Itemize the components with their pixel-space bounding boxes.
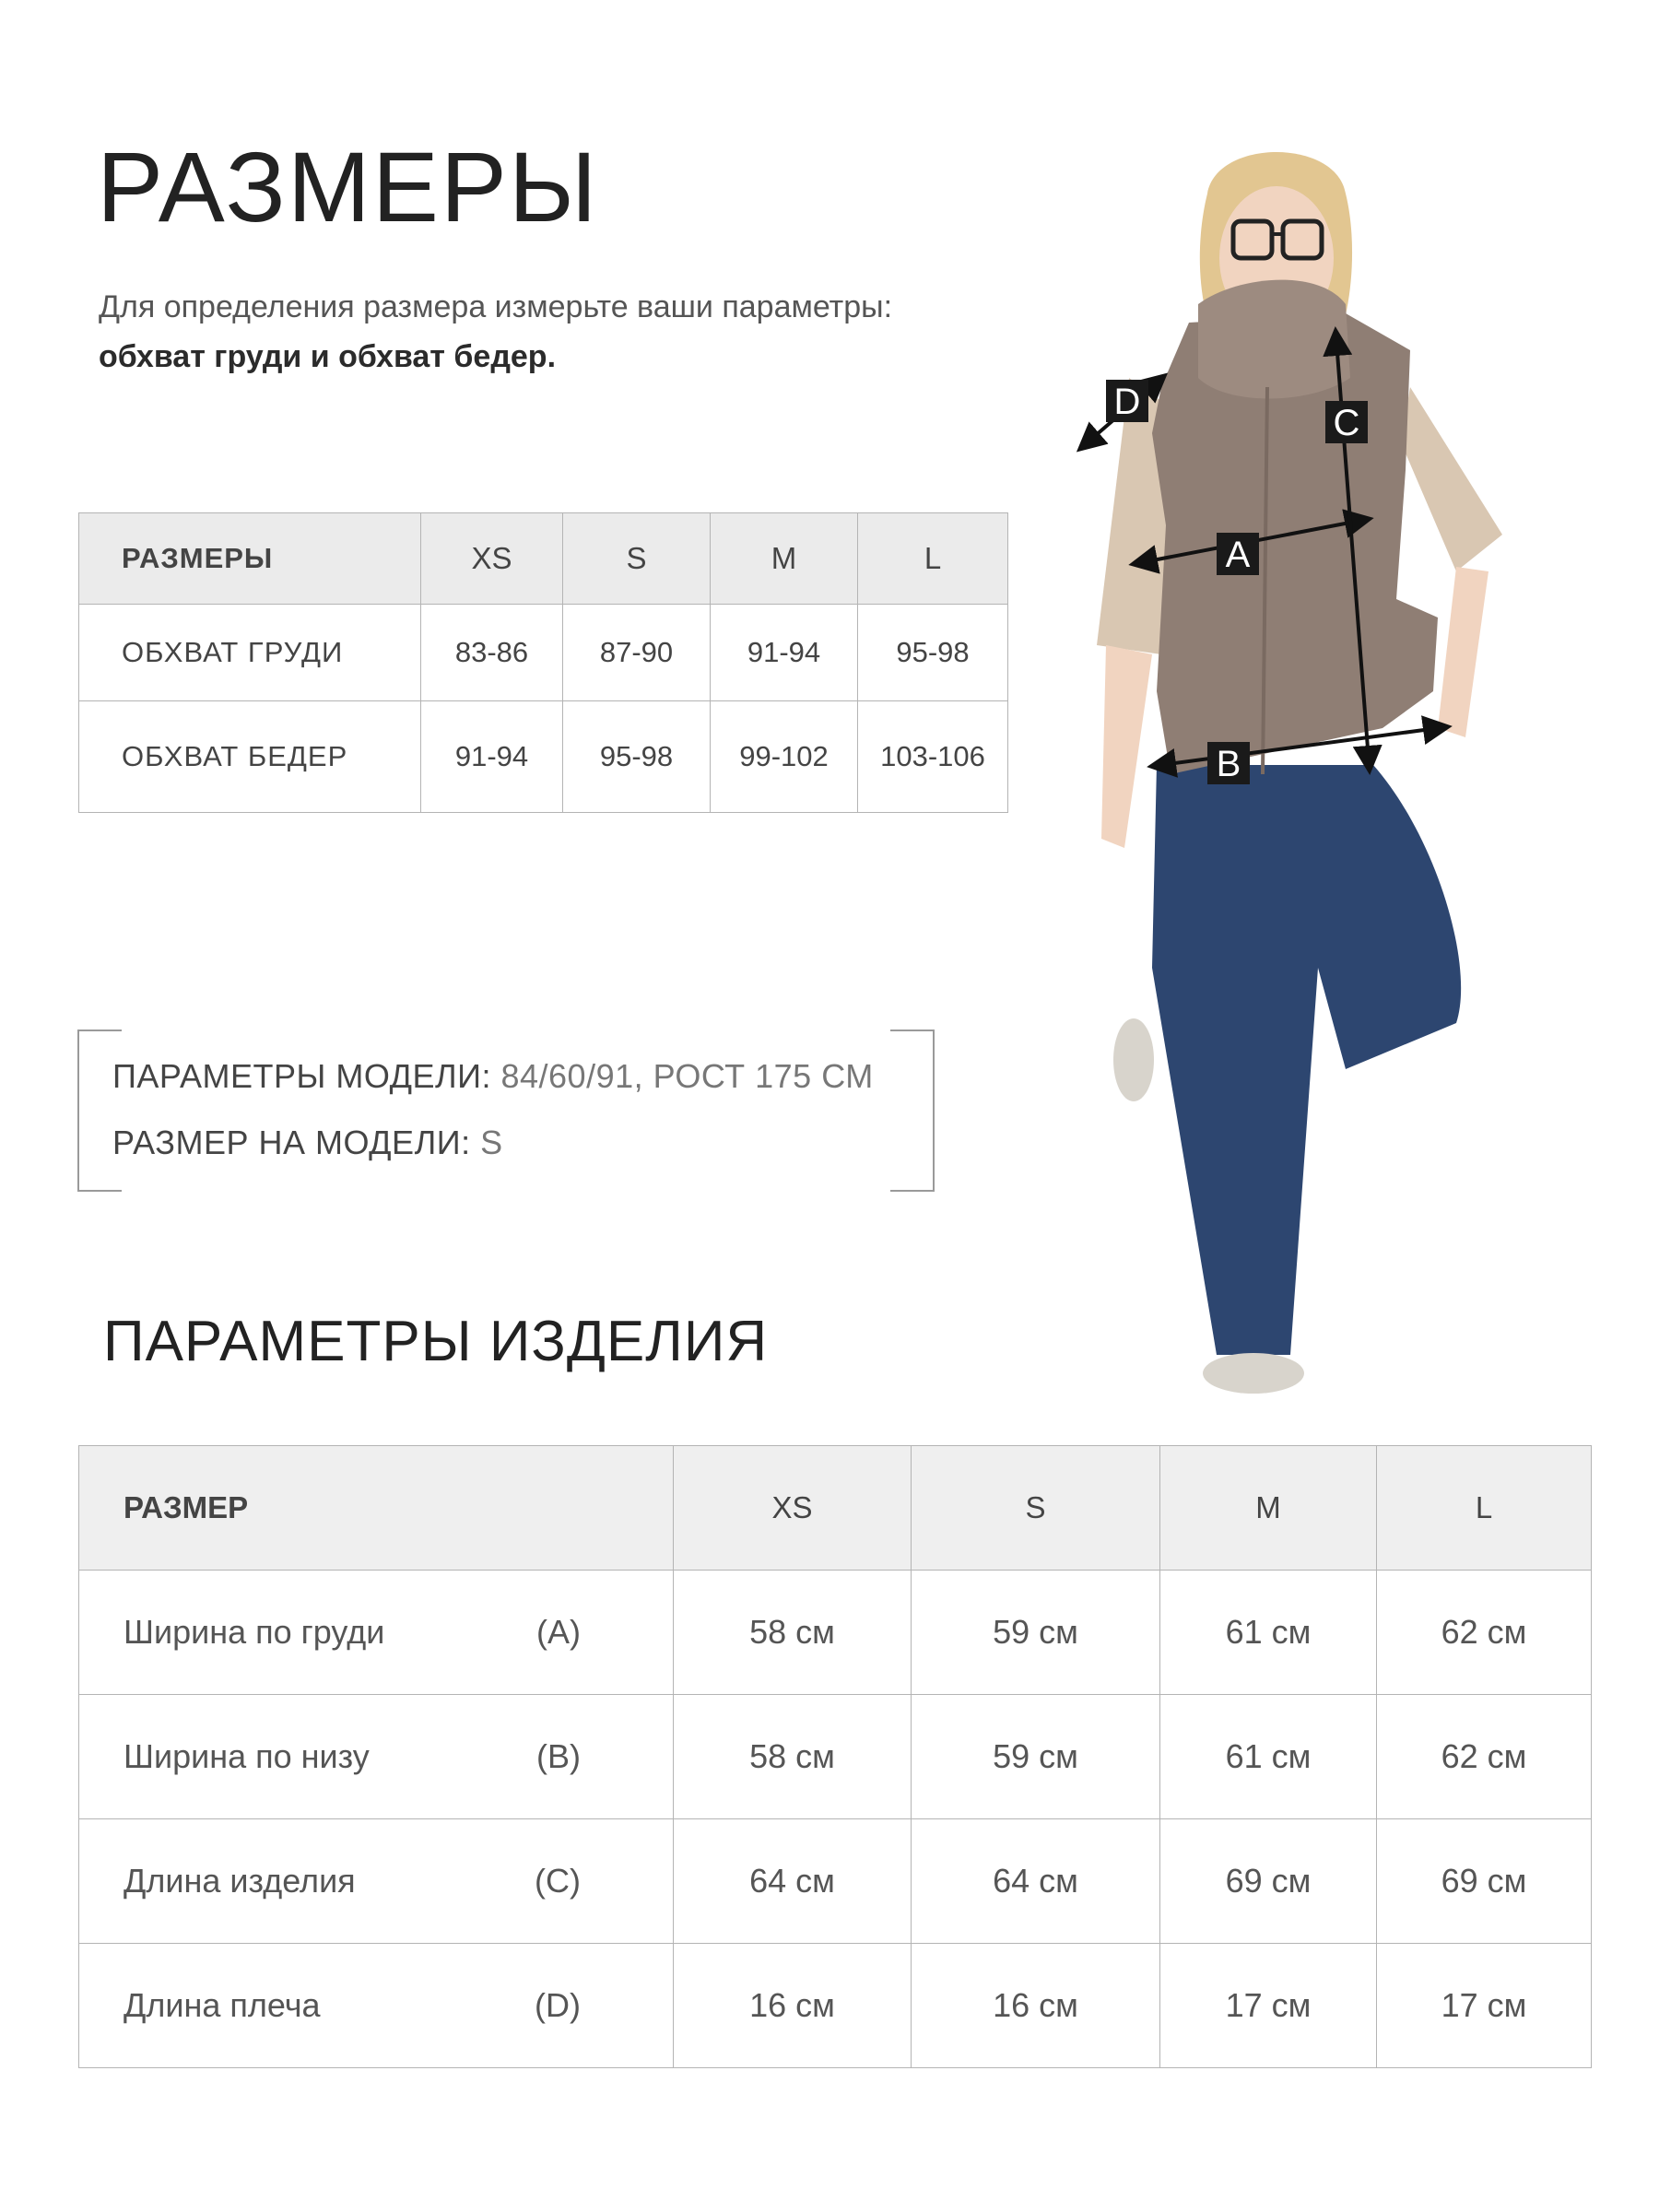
model-params-label: ПАРАМЕТРЫ МОДЕЛИ: bbox=[112, 1057, 491, 1095]
table-row bbox=[79, 701, 1008, 813]
cell-value: 58 см bbox=[674, 1695, 912, 1819]
cell-value: 69 см bbox=[1160, 1819, 1377, 1944]
model-photo bbox=[1069, 138, 1585, 1410]
row-label-cell bbox=[79, 1695, 674, 1819]
bracket-left bbox=[77, 1030, 122, 1192]
tshirt-right-sleeve bbox=[1401, 387, 1502, 571]
params-header-label: РАЗМЕР bbox=[79, 1446, 674, 1571]
cell-value: 62 см bbox=[1377, 1571, 1592, 1695]
vest-collar bbox=[1198, 280, 1350, 399]
bracket-right bbox=[890, 1030, 935, 1192]
cell-value: 17 см bbox=[1377, 1944, 1592, 2068]
row-label-cell bbox=[79, 1944, 674, 2068]
size-table-header-label: РАЗМЕРЫ bbox=[79, 513, 421, 605]
size-table bbox=[78, 512, 1008, 813]
cell-value: 59 см bbox=[912, 1571, 1160, 1695]
intro-regular: Для определения размера измерьте ваши параметры: bbox=[99, 289, 893, 324]
right-arm bbox=[1438, 567, 1488, 737]
row-label-cell bbox=[79, 1571, 674, 1695]
size-table-header-l: L bbox=[858, 513, 1008, 605]
marker-a bbox=[1217, 533, 1259, 575]
row-code: (B) bbox=[536, 1737, 581, 1775]
intro-text bbox=[99, 282, 928, 382]
marker-a-label: A bbox=[1225, 535, 1251, 575]
cell-value: 87-90 bbox=[563, 605, 711, 701]
params-header-l: L bbox=[1377, 1446, 1592, 1571]
cell-value: 58 см bbox=[674, 1571, 912, 1695]
marker-c-label: C bbox=[1333, 403, 1360, 443]
table-row bbox=[79, 1695, 1592, 1819]
row-label: Ширина по груди bbox=[124, 1613, 385, 1651]
row-code: (D) bbox=[535, 1986, 581, 2024]
size-table-header-xs: XS bbox=[421, 513, 563, 605]
marker-b-label: B bbox=[1216, 744, 1241, 784]
marker-d bbox=[1106, 380, 1148, 422]
cell-value: 69 см bbox=[1377, 1819, 1592, 1944]
table-row bbox=[79, 605, 1008, 701]
shoe-icon bbox=[1203, 1353, 1304, 1394]
model-size-label: РАЗМЕР НА МОДЕЛИ: bbox=[112, 1124, 471, 1161]
table-row bbox=[79, 1819, 1592, 1944]
cell-value: 17 см bbox=[1160, 1944, 1377, 2068]
model-params-line bbox=[112, 1057, 874, 1096]
cell-value: 91-94 bbox=[711, 605, 858, 701]
params-header-s: S bbox=[912, 1446, 1160, 1571]
row-label-cell bbox=[79, 1819, 674, 1944]
cell-value: 59 см bbox=[912, 1695, 1160, 1819]
row-label: Длина плеча bbox=[124, 1986, 321, 2024]
cell-value: 103-106 bbox=[858, 701, 1008, 813]
row-code: (C) bbox=[535, 1862, 581, 1900]
product-params-title: ПАРАМЕТРЫ ИЗДЕЛИЯ bbox=[103, 1310, 769, 1373]
params-table-header-row bbox=[79, 1446, 1592, 1571]
marker-c bbox=[1325, 401, 1368, 443]
intro-bold: обхват груди и обхват бедер. bbox=[99, 339, 557, 374]
marker-b bbox=[1207, 742, 1250, 784]
cell-value: 91-94 bbox=[421, 701, 563, 813]
cell-value: 61 см bbox=[1160, 1695, 1377, 1819]
params-header-m: M bbox=[1160, 1446, 1377, 1571]
size-table-header-s: S bbox=[563, 513, 711, 605]
table-row bbox=[79, 1571, 1592, 1695]
cell-value: 83-86 bbox=[421, 605, 563, 701]
cell-value: 95-98 bbox=[563, 701, 711, 813]
jeans-shape bbox=[1152, 765, 1461, 1355]
left-arm bbox=[1101, 645, 1152, 848]
row-label: ОБХВАТ ГРУДИ bbox=[79, 605, 421, 701]
cell-value: 62 см bbox=[1377, 1695, 1592, 1819]
model-size-value: S bbox=[480, 1124, 503, 1161]
shoe-back-icon bbox=[1113, 1018, 1154, 1101]
row-label: Длина изделия bbox=[124, 1862, 356, 1900]
row-label: ОБХВАТ БЕДЕР bbox=[79, 701, 421, 813]
cell-value: 16 см bbox=[912, 1944, 1160, 2068]
table-row bbox=[79, 1944, 1592, 2068]
params-header-xs: XS bbox=[674, 1446, 912, 1571]
cell-value: 64 см bbox=[674, 1819, 912, 1944]
size-table-header-m: M bbox=[711, 513, 858, 605]
size-table-header-row bbox=[79, 513, 1008, 605]
row-code: (A) bbox=[536, 1613, 581, 1651]
cell-value: 99-102 bbox=[711, 701, 858, 813]
model-size-line bbox=[112, 1124, 503, 1162]
cell-value: 64 см bbox=[912, 1819, 1160, 1944]
model-params-box bbox=[77, 1030, 935, 1192]
cell-value: 95-98 bbox=[858, 605, 1008, 701]
cell-value: 16 см bbox=[674, 1944, 912, 2068]
cell-value: 61 см bbox=[1160, 1571, 1377, 1695]
row-label: Ширина по низу bbox=[124, 1737, 370, 1775]
page-title: РАЗМЕРЫ bbox=[97, 131, 599, 242]
model-params-value: 84/60/91, РОСТ 175 СМ bbox=[500, 1057, 874, 1095]
marker-d-label: D bbox=[1113, 382, 1141, 422]
product-params-table bbox=[78, 1445, 1592, 2068]
